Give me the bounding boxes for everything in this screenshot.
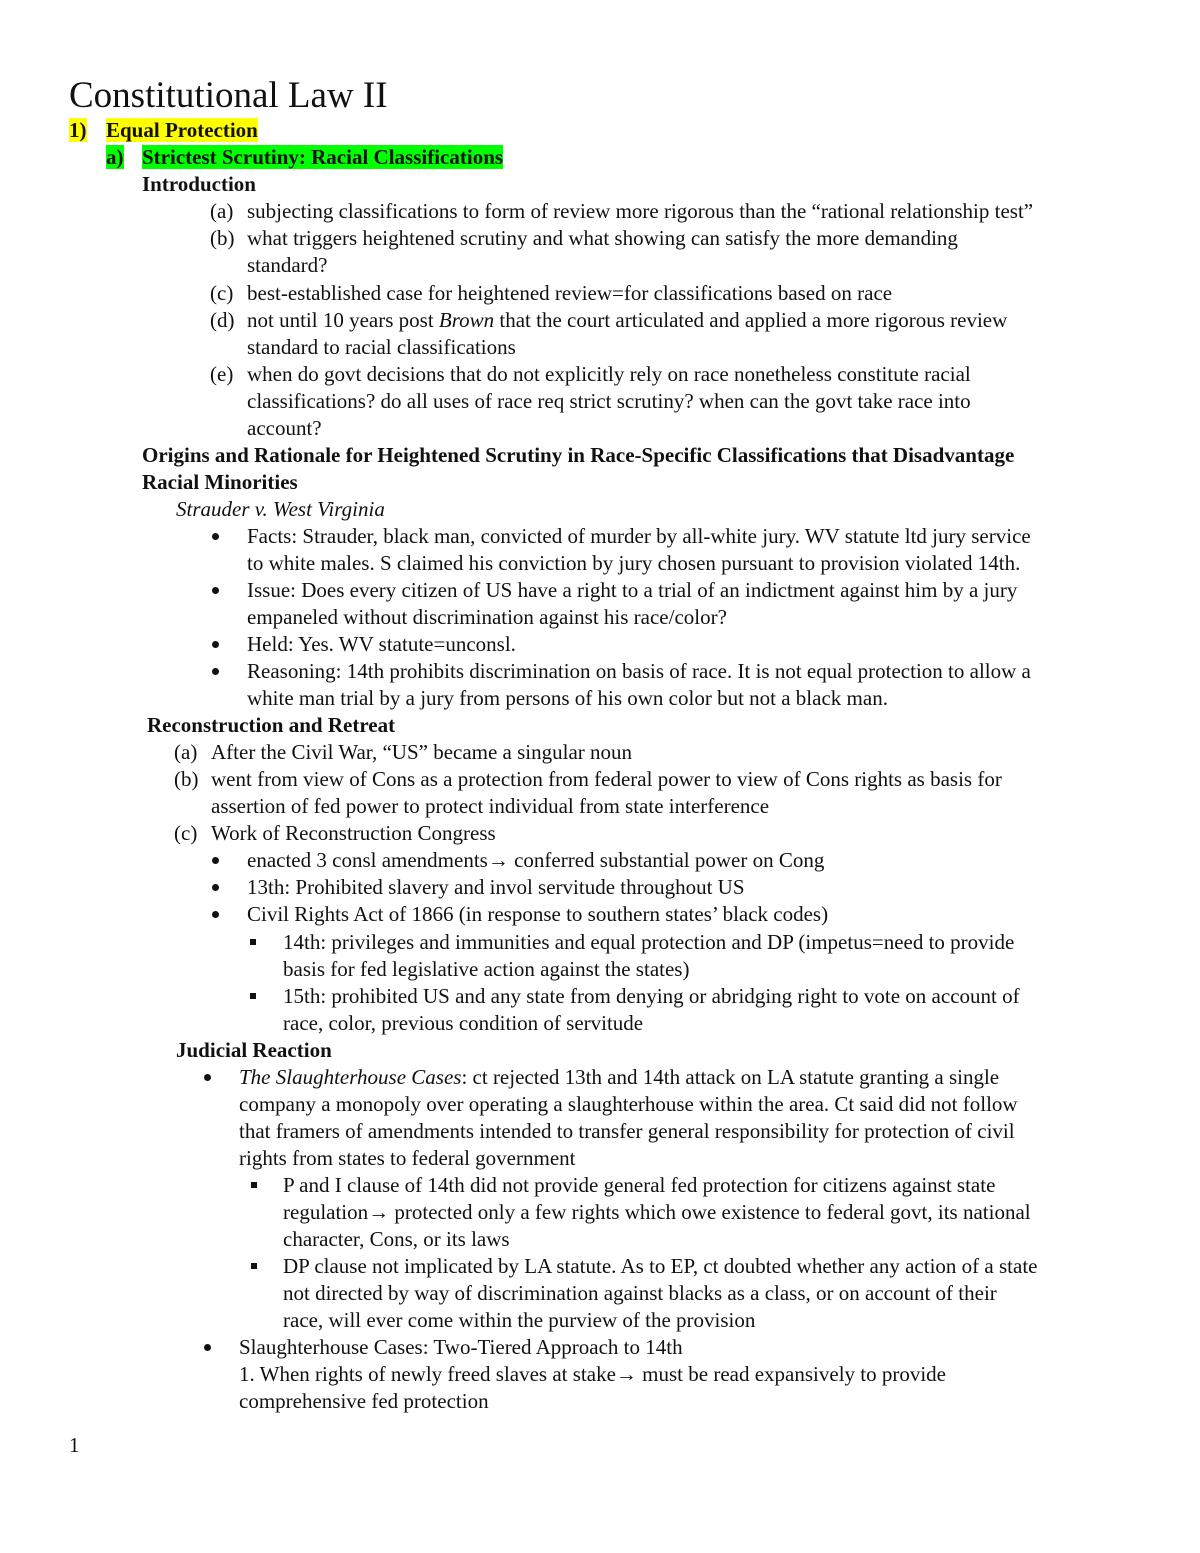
bullet-text: white man trial by a jury from persons of his own color but not a black man. xyxy=(247,686,888,710)
arrow-right-icon: → xyxy=(487,848,509,872)
square-bullet-icon xyxy=(250,939,256,945)
bullet-icon xyxy=(212,911,219,918)
section-heading-introduction: Introduction xyxy=(142,172,256,196)
case-name-brown: Brown xyxy=(438,308,495,332)
list-item-text: not until 10 years post Brown that the court articulated and applied a more rigorous review xyxy=(247,308,1008,332)
list-label: (e) xyxy=(210,362,234,386)
square-bullet-icon xyxy=(251,1263,257,1269)
list-label: (d) xyxy=(210,308,235,332)
document-title: Constitutional Law II xyxy=(69,75,388,116)
section-heading-origins-cont: Racial Minorities xyxy=(142,470,298,494)
bullet-icon xyxy=(212,884,219,891)
bullet-text: Facts: Strauder, black man, convicted of murder by all-white jury. WV statute ltd jury service xyxy=(247,524,1031,548)
case-name-slaughterhouse: The Slaughterhouse Cases xyxy=(239,1065,462,1089)
sub-bullet-text: DP clause not implicated by LA statute. As to EP, ct doubted whether any action of a state xyxy=(283,1254,1038,1278)
list-label: (c) xyxy=(174,821,198,845)
list-item-text: when do govt decisions that do not explicitly rely on race nonetheless constitute racial xyxy=(247,362,971,386)
list-label: (b) xyxy=(210,226,235,250)
heading-1-number: 1) xyxy=(69,118,87,142)
list-label: (a) xyxy=(174,740,198,764)
list-label: (a) xyxy=(210,199,234,223)
list-label: (c) xyxy=(210,281,234,305)
list-item-text: best-established case for heightened review=for classifications based on race xyxy=(247,281,893,305)
bullet-text: that framers of amendments intended to transfer general responsibility for protection of civil xyxy=(239,1119,1015,1143)
sub-bullet-text: race, color, previous condition of servitude xyxy=(283,1011,644,1035)
section-heading-reconstruction: Reconstruction and Retreat xyxy=(147,713,396,737)
bullet-text: comprehensive fed protection xyxy=(239,1389,489,1413)
square-bullet-icon xyxy=(251,1182,257,1188)
list-label: (b) xyxy=(174,767,199,791)
list-item-text: went from view of Cons as a protection from federal power to view of Cons rights as basis for xyxy=(211,767,1002,791)
bullet-icon xyxy=(212,587,219,594)
page-number: 1 xyxy=(69,1433,80,1457)
list-item-text: what triggers heightened scrutiny and what showing can satisfy the more demanding xyxy=(247,226,958,250)
arrow-right-icon: → xyxy=(615,1362,637,1386)
bullet-icon xyxy=(204,1344,211,1351)
list-item-text: standard to racial classifications xyxy=(247,335,516,359)
bullet-text: Issue: Does every citizen of US have a right to a trial of an indictment against him by a jury xyxy=(247,578,1018,602)
arrow-right-icon: → xyxy=(368,1200,390,1224)
sub-bullet-text: basis for fed legislative action against the states) xyxy=(283,957,690,981)
list-item-text: After the Civil War, “US” became a singular noun xyxy=(211,740,633,764)
sub-bullet-text: not directed by way of discrimination against blacks as a class, or on account of their xyxy=(283,1281,997,1305)
sub-bullet-text: 14th: privileges and immunities and equal protection and DP (impetus=need to provide xyxy=(283,930,1015,954)
sub-bullet-text: regulation→ protected only a few rights which owe existence to federal govt, its national xyxy=(283,1200,1031,1224)
bullet-text: Held: Yes. WV statute=unconsl. xyxy=(247,632,516,656)
bullet-icon xyxy=(204,1074,211,1081)
bullet-text: Civil Rights Act of 1866 (in response to southern states’ black codes) xyxy=(247,902,829,926)
list-item-text: standard? xyxy=(247,253,328,277)
heading-1-equal-protection: Equal Protection xyxy=(106,118,258,142)
bullet-text: company a monopoly over operating a slaughterhouse within the area. Ct said did not follow xyxy=(239,1092,1018,1116)
bullet-text: Reasoning: 14th prohibits discrimination on basis of race. It is not equal protection to allow a xyxy=(247,659,1031,683)
list-item-text: subjecting classifications to form of review more rigorous than the “rational relationship test” xyxy=(247,199,1034,223)
section-heading-origins: Origins and Rationale for Heightened Scrutiny in Race-Specific Classifications that Disadvantage xyxy=(142,443,1015,467)
bullet-text: The Slaughterhouse Cases: ct rejected 13th and 14th attack on LA statute granting a single xyxy=(239,1065,1000,1089)
bullet-text: enacted 3 consl amendments→ conferred substantial power on Cong xyxy=(247,848,825,872)
list-item-text: account? xyxy=(247,416,322,440)
bullet-text: to white males. S claimed his conviction by jury chosen pursuant to provision violated 14th. xyxy=(247,551,1021,575)
heading-2-strictest-scrutiny: Strictest Scrutiny: Racial Classifications xyxy=(142,145,504,169)
bullet-text: Slaughterhouse Cases: Two-Tiered Approach to 14th xyxy=(239,1335,683,1359)
list-item-text: Work of Reconstruction Congress xyxy=(211,821,496,845)
sub-bullet-text: character, Cons, or its laws xyxy=(283,1227,510,1251)
square-bullet-icon xyxy=(250,993,256,999)
bullet-text: 1. When rights of newly freed slaves at stake→ must be read expansively to provide xyxy=(239,1362,947,1386)
bullet-icon xyxy=(212,641,219,648)
heading-2-number: a) xyxy=(106,145,124,169)
sub-bullet-text: race, will ever come within the purview of the provision xyxy=(283,1308,756,1332)
list-item-text: assertion of fed power to protect individual from state interference xyxy=(211,794,770,818)
section-heading-judicial-reaction: Judicial Reaction xyxy=(176,1038,332,1062)
bullet-icon xyxy=(212,668,219,675)
sub-bullet-text: 15th: prohibited US and any state from denying or abridging right to vote on account of xyxy=(283,984,1020,1008)
case-title-strauder: Strauder v. West Virginia xyxy=(176,497,385,521)
bullet-icon xyxy=(212,857,219,864)
bullet-icon xyxy=(212,533,219,540)
bullet-text: rights from states to federal government xyxy=(239,1146,576,1170)
bullet-text: 13th: Prohibited slavery and invol servitude throughout US xyxy=(247,875,745,899)
list-item-text: classifications? do all uses of race req strict scrutiny? when can the govt take race into xyxy=(247,389,971,413)
sub-bullet-text: P and I clause of 14th did not provide general fed protection for citizens against state xyxy=(283,1173,996,1197)
bullet-text: empaneled without discrimination against his race/color? xyxy=(247,605,727,629)
